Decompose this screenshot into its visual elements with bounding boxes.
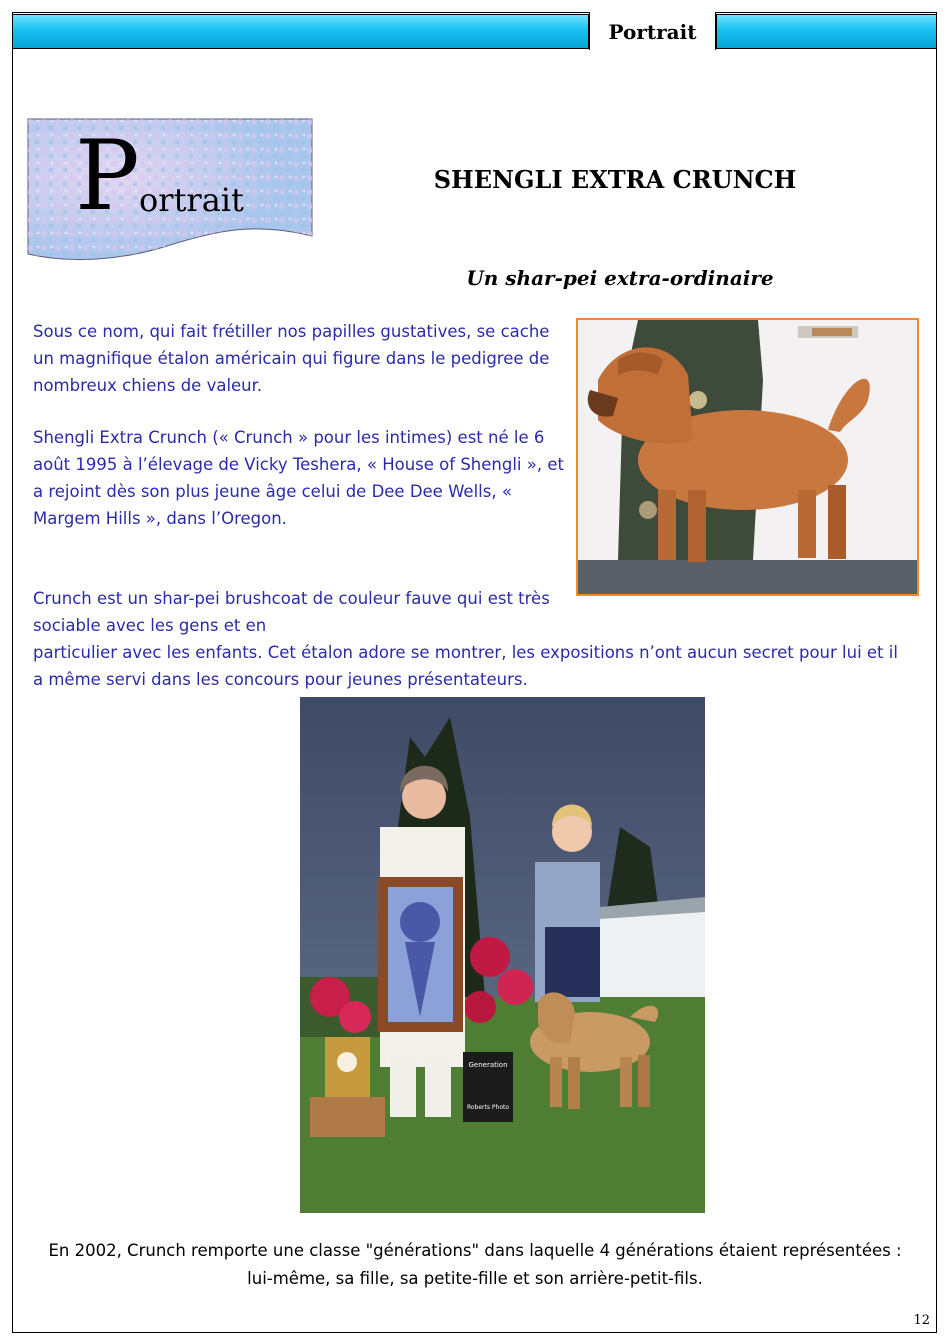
portrait-logo [27,118,313,264]
dog-stack-illustration [578,320,917,594]
section-tab: Portrait [589,12,716,50]
logo-initial: P [75,120,140,232]
paragraph-intro: Sous ce nom, qui fait frétiller nos papilles gustatives, se cache un magnifique étalon américain qui figure dans le pedigree de nombreux chiens de valeur. [33,322,550,395]
paragraph-temperament-continued: particulier avec les enfants. Cet étalon adore se montrer, les expositions n’ont aucun secret pour lui et il a même servi dans les concours pour jeunes présentateurs. [33,643,898,689]
photo-caption: En 2002, Crunch remporte une classe "générations" dans laquelle 4 générations étaient représentées : lui-même, sa fille, sa petite-fille et son arrière-petit-fils. [48,1241,902,1288]
logo-word: ortrait [139,181,244,219]
paragraph-temperament: Crunch est un shar-pei brushcoat de couleur fauve qui est très sociable avec les gens et en [33,589,550,635]
header-bar-right [716,14,937,49]
photographer-sign-label: Roberts Photo [466,1104,510,1111]
dog-stack-photo [576,318,919,596]
generations-sign-label: Generation [468,1061,508,1069]
generations-class-illustration [300,697,705,1213]
article-subtitle: Un shar-pei extra-ordinaire [466,266,774,290]
paragraph-birth: Shengli Extra Crunch (« Crunch » pour les intimes) est né le 6 août 1995 à l’élevage de Vicky Teshera, « House of Shengli », et a rejoint dès son plus jeune âge celui de Dee Dee Wells, « Margem Hills », dans l’Oregon. [33,428,564,528]
generations-class-photo [300,697,705,1213]
page-number: 12 [913,1313,930,1328]
header-bar-left [12,14,589,49]
article-title: SHENGLI EXTRA CRUNCH [433,165,797,194]
